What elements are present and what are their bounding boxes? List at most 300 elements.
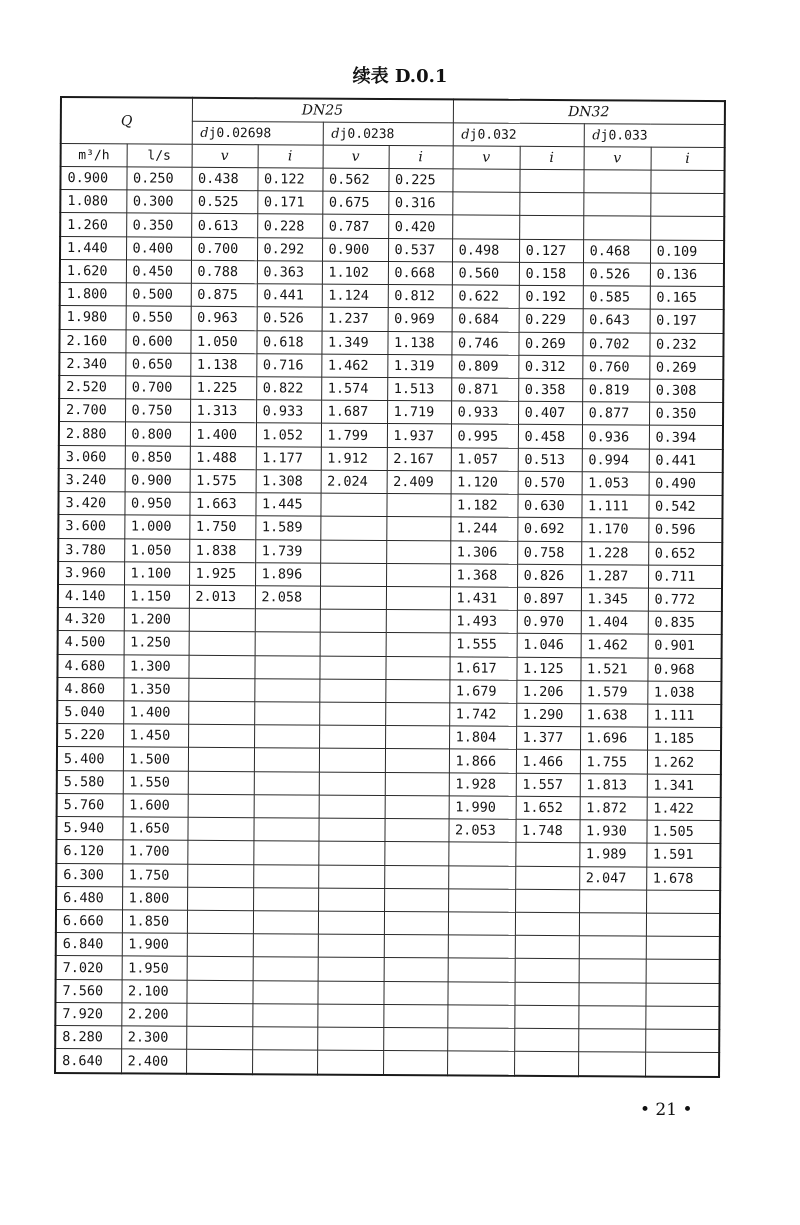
- cell-dn32-b-v: 0.702: [582, 332, 649, 356]
- cell-dn32-b-i: 0.109: [650, 240, 724, 264]
- cell-dn25-a-v: [187, 841, 253, 865]
- cell-flow-ls: 2.100: [121, 980, 186, 1004]
- cell-dn32-a-i: [519, 193, 583, 217]
- cell-flow-m3h: 1.080: [60, 190, 126, 214]
- cell-dn32-b-i: [650, 217, 724, 241]
- cell-flow-m3h: 3.780: [58, 538, 124, 562]
- cell-flow-ls: 0.500: [126, 283, 191, 307]
- cell-dn32-b-v: [583, 216, 650, 240]
- cell-dn25-b-v: [319, 679, 385, 703]
- cell-flow-m3h: 5.760: [57, 793, 123, 817]
- cell-flow-ls: 1.100: [124, 562, 189, 586]
- cell-flow-m3h: 2.700: [59, 399, 125, 423]
- cell-dn25-a-i: 1.739: [255, 539, 320, 563]
- cell-dn25-a-i: [253, 841, 318, 865]
- cell-dn25-b-i: [386, 563, 450, 587]
- cell-dn25-b-v: [319, 725, 385, 749]
- cell-flow-m3h: 0.900: [60, 167, 126, 191]
- cell-dn32-a-v: 1.182: [450, 494, 517, 518]
- cell-dn25-b-i: [386, 540, 450, 564]
- cell-dn25-b-i: [384, 865, 448, 889]
- cell-dn25-b-i: [383, 1051, 447, 1076]
- cell-dn25-a-v: 2.013: [189, 585, 255, 609]
- cell-dn25-b-i: [384, 911, 448, 935]
- cell-dn32-b-i: 0.308: [649, 379, 723, 403]
- cell-dn25-b-v: 0.900: [322, 238, 388, 262]
- cell-flow-ls: 0.350: [126, 213, 191, 237]
- cell-flow-ls: 2.400: [121, 1049, 186, 1074]
- cell-dn25-b-v: 1.912: [321, 447, 387, 471]
- cell-dn25-b-i: 2.409: [387, 470, 451, 494]
- cell-flow-m3h: 6.660: [56, 909, 122, 933]
- cell-dn32-b-v: 0.760: [582, 355, 649, 379]
- cell-dn25-a-i: 0.363: [257, 261, 322, 285]
- cell-dn32-a-i: [515, 959, 579, 983]
- cell-dn32-a-i: 1.125: [517, 657, 581, 681]
- cell-dn32-b-i: 0.197: [650, 309, 724, 333]
- cell-dn32-b-v: 1.462: [581, 634, 648, 658]
- cell-dn25-a-v: [188, 678, 254, 702]
- cell-dn25-b-v: [318, 958, 384, 982]
- cell-flow-m3h: 1.260: [60, 213, 126, 237]
- dj-letter: d: [592, 127, 601, 143]
- cell-dn25-b-i: [383, 1028, 447, 1052]
- cell-dn32-b-i: 1.038: [647, 681, 721, 705]
- cell-dn25-a-v: 1.313: [190, 399, 256, 423]
- cell-dn32-a-i: [519, 216, 583, 240]
- cell-dn32-b-v: 1.813: [580, 773, 647, 797]
- cell-flow-ls: 1.000: [124, 515, 189, 539]
- cell-dn32-a-v: 1.493: [450, 610, 517, 634]
- cell-dn25-a-v: [188, 748, 254, 772]
- cell-dn25-a-v: [188, 725, 254, 749]
- cell-dn25-b-i: [386, 586, 450, 610]
- cell-dn25-a-v: 0.875: [191, 283, 257, 307]
- cell-dn25-a-v: [187, 887, 253, 911]
- cell-dn32-a-v: [448, 912, 515, 936]
- i-header: i: [651, 147, 725, 170]
- cell-dn25-a-i: 0.441: [257, 284, 322, 308]
- cell-flow-m3h: 4.500: [58, 631, 124, 655]
- dn32-header: DN32: [453, 99, 725, 124]
- cell-dn25-b-i: [386, 494, 450, 518]
- cell-dn32-a-v: 1.742: [449, 703, 516, 727]
- cell-dn25-a-i: [254, 679, 319, 703]
- cell-flow-ls: 0.300: [126, 190, 191, 214]
- cell-flow-m3h: 1.800: [60, 283, 126, 307]
- cell-dn32-b-v: 1.053: [582, 472, 649, 496]
- cell-flow-ls: 1.200: [124, 608, 189, 632]
- cell-dn32-a-v: [452, 169, 519, 193]
- cell-dn25-b-v: [318, 841, 384, 865]
- cell-dn32-b-v: 0.936: [582, 425, 649, 449]
- cell-flow-ls: 0.650: [125, 353, 190, 377]
- cell-dn25-a-i: 0.292: [257, 237, 322, 261]
- cell-dn25-b-i: [385, 772, 449, 796]
- cell-dn32-a-v: [452, 192, 519, 216]
- cell-flow-ls: 1.500: [123, 747, 188, 771]
- cell-dn25-b-i: [386, 633, 450, 657]
- cell-dn25-b-v: [319, 702, 385, 726]
- cell-dn32-a-v: [447, 1051, 514, 1076]
- cell-dn32-a-v: 1.866: [449, 749, 516, 773]
- cell-dn25-b-i: [383, 1004, 447, 1028]
- cell-dn25-a-v: 1.925: [189, 562, 255, 586]
- cell-dn32-a-i: 1.290: [516, 703, 580, 727]
- cell-dn25-b-i: [384, 819, 448, 843]
- cell-flow-m3h: 8.280: [55, 1026, 121, 1050]
- cell-dn32-a-i: 0.158: [519, 262, 583, 286]
- cell-dn32-b-v: [579, 889, 646, 913]
- cell-dn32-b-i: 0.165: [650, 286, 724, 310]
- i-header: i: [389, 146, 453, 169]
- cell-dn25-a-i: [252, 1050, 317, 1075]
- cell-flow-ls: 1.750: [122, 863, 187, 887]
- cell-dn25-a-i: [253, 957, 318, 981]
- cell-dn25-a-v: [186, 1026, 252, 1050]
- cell-dn32-b-v: 1.287: [581, 564, 648, 588]
- cell-flow-ls: 1.450: [123, 724, 188, 748]
- cell-dn25-b-i: [385, 749, 449, 773]
- cell-dn32-a-v: 1.244: [450, 517, 517, 541]
- cell-flow-m3h: 7.560: [55, 979, 121, 1003]
- cell-dn32-b-i: 0.350: [649, 402, 723, 426]
- cell-dn25-b-v: [320, 586, 386, 610]
- cell-dn25-a-v: 0.788: [191, 260, 257, 284]
- dj-header-3: [453, 123, 584, 147]
- cell-dn32-a-v: 1.990: [449, 796, 516, 820]
- cell-dn25-a-v: [188, 794, 254, 818]
- cell-flow-ls: 1.700: [122, 840, 187, 864]
- cell-dn25-a-i: [255, 609, 320, 633]
- cell-dn25-b-v: 1.799: [321, 424, 387, 448]
- cell-dn32-a-i: 0.758: [517, 541, 581, 565]
- cell-flow-ls: 2.200: [121, 1003, 186, 1027]
- cell-dn32-b-i: 1.111: [647, 704, 721, 728]
- cell-dn25-a-i: [254, 771, 319, 795]
- cell-dn32-a-v: [448, 842, 515, 866]
- cell-dn25-a-v: [186, 980, 252, 1004]
- cell-flow-m3h: 4.680: [57, 654, 123, 678]
- cell-dn25-b-v: 1.462: [321, 354, 387, 378]
- cell-dn25-a-v: [187, 864, 253, 888]
- cell-flow-m3h: 1.620: [60, 259, 126, 283]
- cell-dn32-b-i: 1.591: [646, 843, 720, 867]
- dj-header-4: [584, 124, 725, 148]
- cell-flow-m3h: 2.340: [59, 352, 125, 376]
- cell-dn32-b-v: [578, 1052, 645, 1077]
- cell-dn32-a-v: [447, 1005, 514, 1029]
- cell-dn25-b-i: [384, 842, 448, 866]
- cell-flow-ls: 0.250: [126, 167, 191, 191]
- cell-dn32-b-v: [578, 1029, 645, 1053]
- cell-dn32-a-i: 0.312: [518, 355, 582, 379]
- cell-dn32-a-i: [515, 889, 579, 913]
- cell-dn25-a-i: [253, 911, 318, 935]
- cell-dn25-a-v: 1.050: [190, 330, 256, 354]
- cell-dn32-b-v: [579, 982, 646, 1006]
- cell-dn32-a-i: 0.692: [517, 518, 581, 542]
- cell-dn25-a-v: [186, 1003, 252, 1027]
- v-header: v: [584, 147, 651, 170]
- cell-dn32-b-i: 1.678: [646, 867, 720, 891]
- cell-flow-ls: 1.900: [122, 933, 187, 957]
- cell-flow-ls: 1.300: [123, 654, 188, 678]
- cell-dn32-b-v: [579, 959, 646, 983]
- cell-dn25-a-v: 1.575: [190, 469, 256, 493]
- cell-dn25-a-i: 0.171: [257, 191, 322, 215]
- cell-dn32-b-i: 0.772: [648, 588, 722, 612]
- unit-m3h-header: m³/h: [61, 144, 127, 167]
- cell-dn32-a-i: [519, 169, 583, 193]
- cell-dn32-b-i: 1.341: [647, 774, 721, 798]
- dj-header-1: [192, 121, 323, 145]
- cell-dn32-a-v: 1.368: [450, 564, 517, 588]
- cell-dn32-a-v: [447, 1028, 514, 1052]
- cell-dn32-a-i: 0.229: [519, 309, 583, 333]
- cell-dn32-a-i: 1.748: [516, 819, 580, 843]
- unit-ls-header: l/s: [127, 144, 192, 167]
- cell-dn25-a-i: [252, 980, 317, 1004]
- cell-dn25-b-v: 0.562: [322, 168, 388, 192]
- cell-dn25-a-i: 2.058: [255, 586, 320, 610]
- cell-dn32-a-v: 0.622: [452, 285, 519, 309]
- cell-dn32-b-i: 0.901: [648, 634, 722, 658]
- cell-dn32-b-v: [583, 170, 650, 194]
- cell-dn25-a-v: [189, 632, 255, 656]
- cell-dn25-b-v: [319, 772, 385, 796]
- cell-dn32-a-i: 0.513: [518, 448, 582, 472]
- cell-dn25-b-v: 1.349: [321, 331, 387, 355]
- cell-flow-ls: 1.800: [122, 887, 187, 911]
- cell-dn25-b-v: [318, 934, 384, 958]
- cell-dn25-b-v: [318, 818, 384, 842]
- cell-dn32-b-i: 0.835: [648, 611, 722, 635]
- cell-flow-m3h: 5.220: [57, 724, 123, 748]
- dj-value: j0.033: [600, 127, 648, 144]
- cell-dn32-a-v: 1.679: [449, 680, 516, 704]
- cell-dn25-a-v: 1.138: [190, 353, 256, 377]
- cell-dn25-b-i: 0.537: [388, 238, 452, 262]
- cell-dn32-b-i: 1.262: [647, 751, 721, 775]
- page-number: • 21 •: [640, 1100, 693, 1120]
- cell-dn25-b-i: 0.969: [388, 308, 452, 332]
- cell-dn25-a-v: [186, 1050, 252, 1075]
- cell-dn32-a-i: [515, 936, 579, 960]
- cell-dn25-a-i: 1.589: [255, 516, 320, 540]
- cell-dn25-b-i: 1.138: [387, 331, 451, 355]
- cell-dn32-b-v: 2.047: [579, 866, 646, 890]
- cell-dn25-a-i: [252, 1004, 317, 1028]
- cell-dn25-a-v: 0.963: [191, 307, 257, 331]
- cell-flow-ls: 1.650: [122, 817, 187, 841]
- cell-flow-ls: 0.850: [125, 446, 190, 470]
- cell-flow-ls: 0.800: [125, 422, 190, 446]
- cell-dn25-b-i: 2.167: [387, 447, 451, 471]
- cell-dn25-b-i: 0.225: [388, 169, 452, 193]
- cell-dn32-a-i: 0.127: [519, 239, 583, 263]
- cell-dn32-a-i: [515, 843, 579, 867]
- cell-dn32-b-v: 1.170: [581, 518, 648, 542]
- cell-dn32-a-v: 0.933: [451, 401, 518, 425]
- v-header: v: [453, 146, 520, 169]
- cell-dn32-b-v: 1.345: [581, 588, 648, 612]
- cell-flow-m3h: 4.860: [57, 677, 123, 701]
- cell-dn32-b-i: [646, 913, 720, 937]
- cell-dn25-a-i: 1.177: [256, 446, 321, 470]
- cell-dn25-a-i: [255, 632, 320, 656]
- cell-dn25-b-i: 1.719: [387, 401, 451, 425]
- cell-dn32-b-v: 0.468: [583, 239, 650, 263]
- v-header: v: [192, 144, 258, 167]
- cell-dn25-b-i: [386, 610, 450, 634]
- cell-dn25-a-i: 0.933: [256, 400, 321, 424]
- cell-dn25-a-i: [253, 818, 318, 842]
- cell-dn32-b-v: 1.755: [580, 750, 647, 774]
- cell-dn32-b-i: [645, 1006, 719, 1030]
- cell-flow-ls: 2.300: [121, 1026, 186, 1050]
- cell-dn32-b-v: 1.930: [580, 820, 647, 844]
- cell-dn25-b-v: 1.687: [321, 400, 387, 424]
- cell-flow-m3h: 3.960: [58, 561, 124, 585]
- cell-dn32-b-i: 0.394: [649, 426, 723, 450]
- cell-dn32-a-i: 0.570: [518, 471, 582, 495]
- cell-dn25-a-i: 0.822: [256, 377, 321, 401]
- cell-flow-m3h: 7.920: [55, 1002, 121, 1026]
- i-header: i: [520, 146, 584, 169]
- cell-dn25-a-i: 1.308: [256, 470, 321, 494]
- cell-dn25-a-i: 1.052: [256, 423, 321, 447]
- cell-dn32-b-v: 1.579: [580, 681, 647, 705]
- cell-dn32-b-v: [583, 193, 650, 217]
- cell-dn32-a-i: [514, 1052, 578, 1077]
- cell-dn25-a-i: 1.896: [255, 562, 320, 586]
- cell-dn32-a-i: 0.269: [518, 332, 582, 356]
- dj-header-2: [323, 122, 453, 146]
- cell-dn25-b-i: 0.316: [388, 192, 452, 216]
- cell-dn32-b-v: 1.521: [581, 657, 648, 681]
- cell-dn25-a-v: 0.525: [191, 191, 257, 215]
- table-container: [54, 96, 724, 1078]
- cell-dn32-a-v: [448, 958, 515, 982]
- cell-flow-ls: 1.350: [123, 678, 188, 702]
- cell-dn32-b-v: 0.877: [582, 402, 649, 426]
- cell-dn32-b-i: 0.232: [649, 333, 723, 357]
- cell-flow-m3h: 6.120: [56, 840, 122, 864]
- cell-flow-ls: 1.950: [122, 956, 187, 980]
- v-header: v: [323, 145, 389, 168]
- table-row: [55, 1049, 719, 1077]
- cell-flow-m3h: 5.400: [57, 747, 123, 771]
- cell-flow-ls: 1.850: [122, 910, 187, 934]
- cell-flow-m3h: 3.060: [59, 445, 125, 469]
- cell-dn25-b-v: [319, 749, 385, 773]
- cell-dn25-a-i: 1.445: [255, 493, 320, 517]
- cell-dn25-b-v: 1.102: [322, 261, 388, 285]
- cell-dn32-a-i: [515, 866, 579, 890]
- dj-letter: d: [200, 125, 209, 141]
- cell-dn25-a-v: [187, 934, 253, 958]
- cell-flow-ls: 1.550: [123, 771, 188, 795]
- cell-dn32-a-i: 1.557: [516, 773, 580, 797]
- cell-dn25-b-v: [318, 888, 384, 912]
- cell-flow-ls: 0.700: [125, 376, 190, 400]
- cell-dn32-b-v: 1.638: [580, 704, 647, 728]
- cell-dn25-a-v: [189, 608, 255, 632]
- cell-dn25-a-i: [254, 655, 319, 679]
- cell-dn25-b-i: [383, 981, 447, 1005]
- dj-letter: d: [331, 126, 340, 142]
- cell-dn32-b-v: 0.819: [582, 379, 649, 403]
- cell-flow-m3h: 5.940: [56, 817, 122, 841]
- cell-dn32-a-v: [448, 935, 515, 959]
- cell-dn25-a-v: 1.400: [190, 423, 256, 447]
- cell-flow-m3h: 6.840: [56, 933, 122, 957]
- cell-flow-ls: 0.950: [124, 492, 189, 516]
- table-body: [55, 167, 725, 1078]
- cell-flow-m3h: 4.140: [58, 584, 124, 608]
- cell-dn25-b-v: 0.675: [322, 191, 388, 215]
- cell-dn32-b-i: 0.269: [649, 356, 723, 380]
- cell-flow-m3h: 1.980: [60, 306, 126, 330]
- cell-dn32-a-v: 0.498: [452, 239, 519, 263]
- cell-dn32-b-v: 0.643: [583, 309, 650, 333]
- cell-dn32-b-v: 1.404: [581, 611, 648, 635]
- cell-dn32-a-i: 0.630: [517, 494, 581, 518]
- cell-dn32-b-i: 0.711: [648, 565, 722, 589]
- cell-dn25-a-v: [188, 655, 254, 679]
- cell-flow-ls: 0.900: [125, 469, 190, 493]
- cell-dn32-a-i: [514, 1005, 578, 1029]
- i-header: i: [258, 145, 323, 168]
- cell-dn25-a-v: 1.663: [189, 492, 255, 516]
- cell-dn25-b-v: 2.024: [321, 470, 387, 494]
- cell-flow-m3h: 2.520: [59, 375, 125, 399]
- cell-dn32-b-v: [578, 1006, 645, 1030]
- cell-dn32-b-i: [646, 936, 720, 960]
- cell-flow-m3h: 5.580: [57, 770, 123, 794]
- cell-dn32-b-v: 1.111: [581, 495, 648, 519]
- cell-dn32-a-i: [515, 912, 579, 936]
- cell-dn25-b-v: [317, 1004, 383, 1028]
- cell-dn32-a-v: 1.617: [450, 656, 517, 680]
- cell-flow-ls: 0.550: [126, 306, 191, 330]
- cell-dn32-b-v: 1.696: [580, 727, 647, 751]
- cell-dn32-a-i: 1.377: [516, 727, 580, 751]
- cell-dn25-b-v: [319, 795, 385, 819]
- cell-dn32-a-v: 1.431: [450, 587, 517, 611]
- cell-flow-ls: 1.150: [124, 585, 189, 609]
- cell-dn25-b-i: [386, 517, 450, 541]
- cell-dn32-a-v: [448, 889, 515, 913]
- cell-flow-m3h: 2.880: [59, 422, 125, 446]
- cell-flow-m3h: 5.040: [57, 701, 123, 725]
- cell-flow-ls: 0.600: [125, 329, 190, 353]
- cell-dn25-b-i: 0.668: [388, 261, 452, 285]
- cell-dn32-a-v: 1.306: [450, 540, 517, 564]
- cell-dn25-b-v: 1.237: [322, 307, 388, 331]
- cell-dn32-a-v: 1.120: [451, 471, 518, 495]
- cell-dn32-a-i: 1.046: [517, 634, 581, 658]
- cell-dn25-a-v: [188, 701, 254, 725]
- cell-flow-m3h: 3.240: [59, 468, 125, 492]
- cell-dn32-a-v: 1.804: [449, 726, 516, 750]
- cell-dn32-b-i: [645, 1052, 719, 1077]
- cell-dn32-a-i: 0.970: [517, 610, 581, 634]
- cell-flow-ls: 0.400: [126, 237, 191, 261]
- cell-flow-m3h: 3.600: [58, 515, 124, 539]
- cell-dn25-a-i: 0.618: [256, 330, 321, 354]
